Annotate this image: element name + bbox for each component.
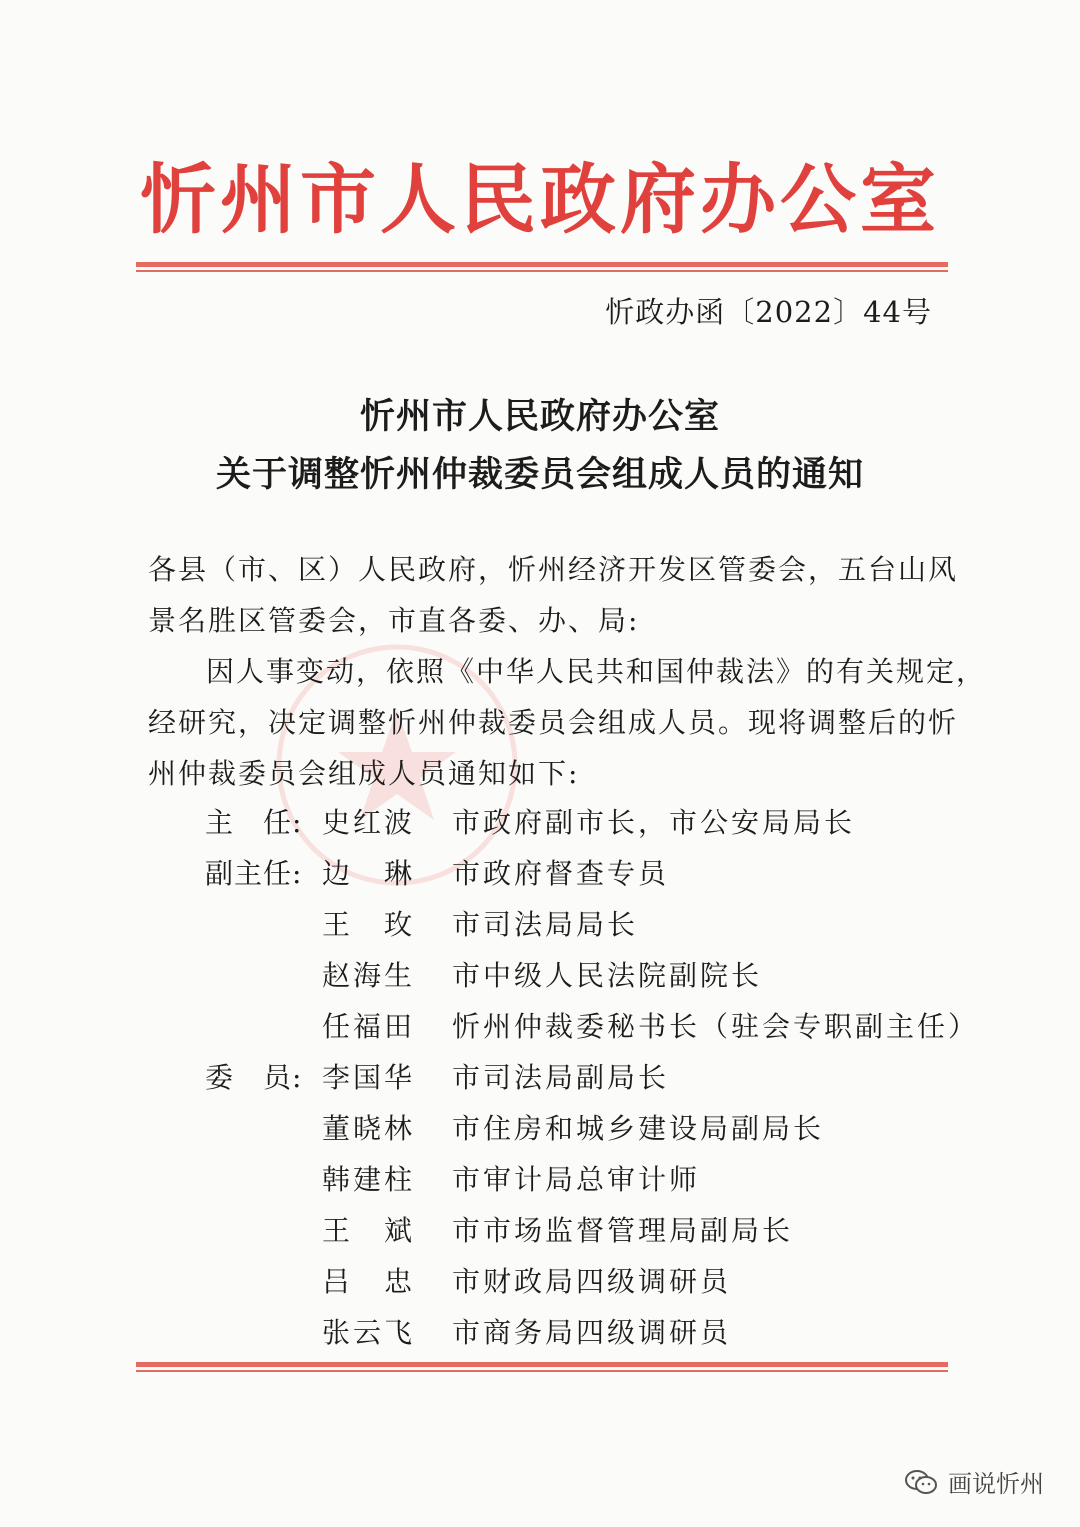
- committee-roster: [0, 797, 1080, 1358]
- document-number: 忻政办函〔2022〕44号: [605, 295, 932, 329]
- notice-title-line-1: 忻州市人民政府办公室: [359, 396, 720, 437]
- header-red-rule-thin: [136, 270, 948, 272]
- roster-row: [0, 1001, 1080, 1052]
- roster-name: 史红波: [322, 806, 416, 839]
- roster-role: 委 员:: [205, 1061, 303, 1094]
- roster-position: 市司法局局长: [452, 908, 639, 941]
- roster-position: 市政府副市长，市公安局局长: [452, 806, 856, 839]
- roster-position: 市司法局副局长: [452, 1061, 670, 1094]
- roster-name: 韩建柱: [322, 1163, 416, 1196]
- addressee-line: 各县（市、区）人民政府，忻州经济开发区管委会，五台山风: [148, 553, 959, 586]
- roster-row: [0, 950, 1080, 1001]
- header-red-rule: [136, 262, 948, 267]
- roster-position: 市中级人民法院副院长: [452, 959, 763, 992]
- roster-position: 市财政局四级调研员: [452, 1265, 732, 1298]
- footer-red-rule: [136, 1362, 948, 1367]
- roster-name: 董晓林: [322, 1112, 416, 1145]
- roster-name: 任福田: [322, 1010, 416, 1043]
- roster-name: 王 玫: [322, 908, 416, 941]
- body-line: 州仲裁委员会组成人员通知如下:: [148, 757, 580, 790]
- roster-row: [0, 1154, 1080, 1205]
- roster-name: 张云飞: [322, 1316, 416, 1349]
- roster-position: 忻州仲裁委秘书长（驻会专职副主任）: [452, 1010, 980, 1043]
- roster-position: 市住房和城乡建设局副局长: [452, 1112, 825, 1145]
- footer-red-rule-thin: [136, 1370, 948, 1372]
- roster-row: [0, 1307, 1080, 1358]
- roster-position: 市政府督查专员: [452, 857, 670, 890]
- roster-row: [0, 1052, 1080, 1103]
- account-name: 画说忻州: [948, 1470, 1044, 1498]
- roster-row: [0, 848, 1080, 899]
- roster-name: 赵海生: [322, 959, 416, 992]
- roster-name: 李国华: [322, 1061, 416, 1094]
- notice-title-line-2: 关于调整忻州仲裁委员会组成人员的通知: [215, 454, 864, 495]
- wechat-icon: [904, 1468, 938, 1496]
- body-paragraph: [148, 646, 987, 799]
- roster-row: [0, 1205, 1080, 1256]
- roster-name: 边 琳: [322, 857, 416, 890]
- body-line: 因人事变动，依照《中华人民共和国仲裁法》的有关规定，: [206, 655, 987, 688]
- roster-role: 主 任:: [205, 806, 303, 839]
- roster-row: [0, 1103, 1080, 1154]
- roster-role: 副主任:: [205, 857, 303, 890]
- roster-name: 吕 忠: [322, 1265, 416, 1298]
- roster-row: [0, 797, 1080, 848]
- roster-row: [0, 1256, 1080, 1307]
- roster-position: 市商务局四级调研员: [452, 1316, 732, 1349]
- body-line: 经研究，决定调整忻州仲裁委员会组成人员。现将调整后的忻: [148, 706, 959, 739]
- roster-position: 市市场监督管理局副局长: [452, 1214, 794, 1247]
- roster-row: [0, 899, 1080, 950]
- account-watermark: [904, 1464, 1044, 1499]
- addressee-line: 景名胜区管委会，市直各委、办、局:: [148, 604, 640, 637]
- roster-position: 市审计局总审计师: [452, 1163, 701, 1196]
- roster-name: 王 斌: [322, 1214, 416, 1247]
- issuing-office-header: 忻州市人民政府办公室: [140, 155, 940, 244]
- addressee-paragraph: [148, 544, 959, 646]
